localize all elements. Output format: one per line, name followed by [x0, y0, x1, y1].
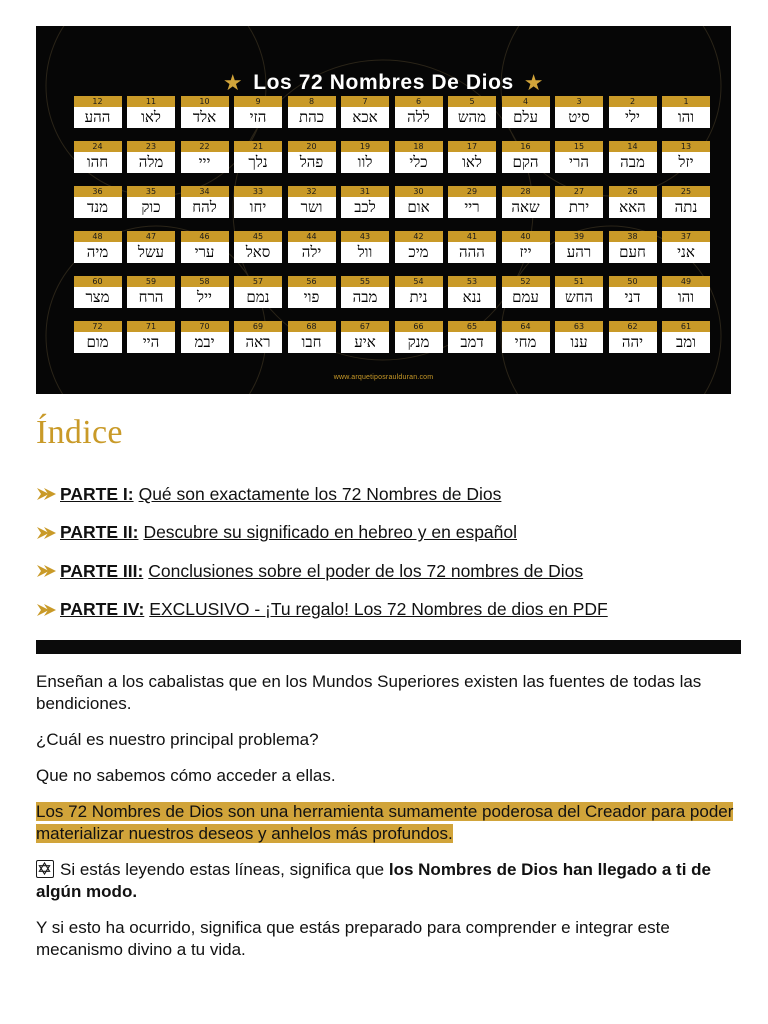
paragraph: ¿Cuál es nuestro principal problema?	[36, 730, 319, 749]
name-number: 25	[662, 186, 710, 197]
name-number: 46	[181, 231, 229, 242]
hebrew-name: החש	[564, 288, 594, 306]
paragraph: Y si esto ha ocurrido, significa que estás preparado para comprender e integrar este mecanismo divino a tu vida.	[36, 918, 670, 959]
hebrew-name: עשל	[137, 243, 165, 261]
name-number: 34	[181, 186, 229, 197]
name-number: 1	[662, 96, 710, 107]
name-number: 67	[341, 321, 389, 332]
name-number: 23	[127, 141, 175, 152]
banner-title-text: Los 72 Nombres De Dios	[253, 71, 514, 94]
name-card	[288, 321, 336, 353]
hebrew-name: ננא	[462, 288, 482, 306]
name-number: 66	[395, 321, 443, 332]
name-number: 26	[609, 186, 657, 197]
name-number: 39	[555, 231, 603, 242]
name-number: 40	[502, 231, 550, 242]
hebrew-name: נמם	[246, 288, 270, 306]
arrow-icon	[36, 602, 58, 618]
name-number: 4	[502, 96, 550, 107]
hebrew-name: רהע	[566, 243, 592, 261]
hebrew-name: שאה	[511, 198, 540, 216]
name-card	[74, 96, 122, 128]
hebrew-name: מבה	[352, 288, 378, 306]
name-card	[341, 141, 389, 173]
hebrew-name: ירת	[568, 198, 590, 216]
name-number: 51	[555, 276, 603, 287]
name-card	[341, 321, 389, 353]
hebrew-name: ייי	[198, 153, 211, 171]
hebrew-name: לאו	[141, 108, 161, 126]
name-card	[609, 231, 657, 263]
name-card	[662, 96, 710, 128]
name-card	[555, 231, 603, 263]
hebrew-name: ילי	[625, 108, 640, 126]
name-number: 50	[609, 276, 657, 287]
hebrew-name: ההע	[84, 108, 111, 126]
hebrew-name: והו	[677, 108, 695, 126]
name-number: 54	[395, 276, 443, 287]
paragraph-bold-text: los Nombres de Dios han llegado a ti de algún modo.	[36, 860, 711, 901]
name-number: 17	[448, 141, 496, 152]
hebrew-name: היי	[142, 333, 160, 351]
hebrew-name: מנד	[87, 198, 108, 216]
name-card	[502, 96, 550, 128]
name-card	[181, 276, 229, 308]
name-number: 70	[181, 321, 229, 332]
name-card	[181, 186, 229, 218]
name-number: 19	[341, 141, 389, 152]
hebrew-name: ענו	[570, 333, 588, 351]
name-number: 11	[127, 96, 175, 107]
name-card	[234, 141, 282, 173]
name-card	[662, 186, 710, 218]
hebrew-name: ייז	[519, 243, 532, 261]
hebrew-name: עלם	[513, 108, 538, 126]
name-number: 22	[181, 141, 229, 152]
toc-link-text[interactable]: Qué son exactamente los 72 Nombres de Dios	[138, 483, 502, 504]
name-card	[74, 321, 122, 353]
name-number: 38	[609, 231, 657, 242]
toc-part-label: PARTE II:	[60, 522, 139, 543]
highlighted-paragraph	[36, 801, 742, 845]
name-number: 42	[395, 231, 443, 242]
name-card	[448, 141, 496, 173]
hebrew-name: יזל	[678, 153, 694, 171]
name-number: 32	[288, 186, 336, 197]
name-card	[555, 141, 603, 173]
hebrew-name: האא	[619, 198, 646, 216]
paragraph	[36, 859, 742, 903]
hebrew-name: וול	[357, 243, 373, 261]
name-card	[395, 141, 443, 173]
hebrew-name: ילה	[301, 243, 322, 261]
name-card	[234, 321, 282, 353]
name-card	[127, 276, 175, 308]
hebrew-name: נית	[409, 288, 428, 306]
name-card	[609, 321, 657, 353]
name-card	[502, 321, 550, 353]
hebrew-name: לכב	[354, 198, 376, 216]
name-card	[181, 96, 229, 128]
name-card	[395, 96, 443, 128]
name-number: 15	[555, 141, 603, 152]
toc-part-label: PARTE III:	[60, 560, 144, 581]
hebrew-name: חעם	[619, 243, 646, 261]
hebrew-name: מיכ	[408, 243, 429, 261]
hebrew-name: נלך	[248, 153, 268, 171]
name-card	[288, 276, 336, 308]
name-card	[448, 96, 496, 128]
toc-link-text[interactable]: Descubre su significado en hebreo y en español	[143, 522, 518, 543]
name-number: 43	[341, 231, 389, 242]
hebrew-name: מום	[86, 333, 109, 351]
hebrew-name: מנק	[407, 333, 430, 351]
name-number: 29	[448, 186, 496, 197]
name-number: 27	[555, 186, 603, 197]
hebrew-name: ראה	[245, 333, 271, 351]
hebrew-name: ייל	[197, 288, 212, 306]
name-number: 65	[448, 321, 496, 332]
hebrew-name: יחו	[249, 198, 267, 216]
banner-url: www.arquetiposraulduran.com	[333, 374, 434, 381]
hebrew-name: לוו	[357, 153, 373, 171]
hebrew-name: סאל	[245, 243, 271, 261]
hebrew-name: דני	[624, 288, 641, 306]
name-number: 7	[341, 96, 389, 107]
arrow-icon	[36, 525, 58, 541]
name-number: 30	[395, 186, 443, 197]
table-of-contents	[36, 475, 736, 629]
name-number: 45	[234, 231, 282, 242]
name-number: 21	[234, 141, 282, 152]
name-card	[74, 141, 122, 173]
name-card	[288, 186, 336, 218]
hebrew-name: מצר	[85, 288, 110, 306]
name-number: 9	[234, 96, 282, 107]
highlight-text: Los 72 Nombres de Dios son una herramienta sumamente poderosa del Creador para poder materializar nuestros deseos y anhelos más profundos.	[36, 802, 734, 843]
hebrew-name: מחי	[514, 333, 537, 351]
name-number: 71	[127, 321, 175, 332]
name-card	[662, 321, 710, 353]
name-card	[288, 96, 336, 128]
name-card	[181, 321, 229, 353]
toc-link-text[interactable]: EXCLUSIVO - ¡Tu regalo! Los 72 Nombres de dios en PDF	[149, 599, 608, 620]
hebrew-name: הזי	[249, 108, 267, 126]
name-number: 63	[555, 321, 603, 332]
name-number: 72	[74, 321, 122, 332]
hebrew-name: דמב	[460, 333, 484, 351]
hebrew-name: והו	[677, 288, 695, 306]
article-body	[36, 671, 742, 975]
name-card	[662, 141, 710, 173]
hebrew-name: להח	[192, 198, 217, 216]
arrow-icon	[36, 563, 58, 579]
name-card	[448, 231, 496, 263]
hebrew-name: אלד	[192, 108, 217, 126]
hebrew-name: הרח	[138, 288, 164, 306]
hebrew-name: מבה	[620, 153, 645, 171]
hebrew-name: כוק	[141, 198, 161, 216]
names-banner	[36, 26, 731, 394]
name-number: 13	[662, 141, 710, 152]
name-number: 36	[74, 186, 122, 197]
section-divider	[36, 640, 741, 654]
toc-link-text[interactable]: Conclusiones sobre el poder de los 72 nombres de Dios	[148, 560, 584, 581]
hebrew-name: אני	[677, 243, 695, 261]
name-card	[74, 231, 122, 263]
hebrew-name: ושר	[300, 198, 323, 216]
name-card	[502, 186, 550, 218]
hebrew-name: הקם	[512, 153, 539, 171]
hebrew-name: ומב	[676, 333, 696, 351]
hebrew-name: לאו	[462, 153, 482, 171]
name-number: 24	[74, 141, 122, 152]
name-number: 8	[288, 96, 336, 107]
name-card	[181, 141, 229, 173]
star-icon: ★	[222, 70, 244, 95]
name-card	[341, 186, 389, 218]
paragraph: Enseñan a los cabalistas que en los Mundos Superiores existen las fuentes de todas las bendiciones.	[36, 672, 702, 713]
name-number: 64	[502, 321, 550, 332]
hebrew-name: הרי	[569, 153, 589, 171]
toc-part-label: PARTE I:	[60, 483, 134, 504]
hebrew-name: ללה	[407, 108, 430, 126]
name-number: 20	[288, 141, 336, 152]
name-number: 16	[502, 141, 550, 152]
hebrew-name: פהל	[299, 153, 324, 171]
name-number: 2	[609, 96, 657, 107]
name-number: 37	[662, 231, 710, 242]
name-number: 57	[234, 276, 282, 287]
name-card	[234, 276, 282, 308]
hebrew-name: מיה	[86, 243, 109, 261]
name-card	[288, 141, 336, 173]
name-card	[609, 276, 657, 308]
name-number: 44	[288, 231, 336, 242]
name-card	[555, 186, 603, 218]
hebrew-name: איע	[354, 333, 376, 351]
hebrew-name: סיט	[568, 108, 590, 126]
hebrew-name: אום	[407, 198, 430, 216]
name-number: 3	[555, 96, 603, 107]
paragraph: Que no sabemos cómo acceder a ellas.	[36, 766, 336, 785]
name-number: 68	[288, 321, 336, 332]
name-card	[609, 186, 657, 218]
star-icon: ★	[523, 70, 545, 95]
toc-link-part-3[interactable]	[36, 552, 736, 591]
name-number: 56	[288, 276, 336, 287]
name-number: 49	[662, 276, 710, 287]
hebrew-name: יבמ	[194, 333, 215, 351]
index-title: Índice	[36, 414, 123, 451]
hebrew-name: חהו	[86, 153, 109, 171]
hebrew-name: ריי	[464, 198, 480, 216]
star-of-david-icon	[36, 860, 54, 878]
toc-link-part-2[interactable]	[36, 514, 736, 553]
hebrew-name: יהה	[621, 333, 644, 351]
name-number: 48	[74, 231, 122, 242]
name-card	[74, 186, 122, 218]
banner-title	[36, 66, 731, 100]
name-card	[502, 276, 550, 308]
name-card	[127, 141, 175, 173]
hebrew-name: נתה	[674, 198, 698, 216]
name-number: 6	[395, 96, 443, 107]
name-card	[448, 276, 496, 308]
name-card	[448, 186, 496, 218]
name-number: 61	[662, 321, 710, 332]
hebrew-name: כהת	[298, 108, 325, 126]
hebrew-name: מלה	[138, 153, 164, 171]
name-card	[395, 231, 443, 263]
name-card	[395, 186, 443, 218]
name-card	[341, 231, 389, 263]
toc-part-label: PARTE IV:	[60, 599, 145, 620]
name-card	[341, 96, 389, 128]
name-card	[502, 231, 550, 263]
name-card	[288, 231, 336, 263]
name-number: 33	[234, 186, 282, 197]
hebrew-name: ההה	[459, 243, 485, 261]
name-card	[609, 96, 657, 128]
toc-link-part-4[interactable]	[36, 591, 736, 630]
name-number: 69	[234, 321, 282, 332]
name-number: 53	[448, 276, 496, 287]
name-number: 10	[181, 96, 229, 107]
name-card	[181, 231, 229, 263]
paragraph-text: Si estás leyendo estas líneas, significa que	[60, 860, 389, 879]
name-card	[127, 96, 175, 128]
hebrew-name: פוי	[303, 288, 320, 306]
name-card	[448, 321, 496, 353]
name-number: 52	[502, 276, 550, 287]
name-number: 18	[395, 141, 443, 152]
name-card	[127, 186, 175, 218]
arrow-icon	[36, 486, 58, 502]
name-number: 58	[181, 276, 229, 287]
name-card	[127, 321, 175, 353]
name-card	[555, 321, 603, 353]
hebrew-name: עמם	[512, 288, 539, 306]
name-number: 5	[448, 96, 496, 107]
hebrew-name: כלי	[409, 153, 428, 171]
name-number: 35	[127, 186, 175, 197]
name-number: 55	[341, 276, 389, 287]
name-card	[609, 141, 657, 173]
name-card	[127, 231, 175, 263]
name-number: 60	[74, 276, 122, 287]
name-card	[555, 276, 603, 308]
name-number: 14	[609, 141, 657, 152]
name-card	[555, 96, 603, 128]
name-card	[662, 276, 710, 308]
name-card	[74, 276, 122, 308]
name-card	[502, 141, 550, 173]
name-card	[662, 231, 710, 263]
name-card	[234, 186, 282, 218]
name-card	[395, 276, 443, 308]
name-number: 47	[127, 231, 175, 242]
toc-link-part-1[interactable]	[36, 475, 736, 514]
names-grid	[66, 96, 710, 353]
hebrew-name: חבו	[301, 333, 322, 351]
hebrew-name: אכא	[352, 108, 378, 126]
name-card	[234, 231, 282, 263]
hebrew-name: מהש	[457, 108, 487, 126]
name-number: 12	[74, 96, 122, 107]
name-card	[395, 321, 443, 353]
name-number: 62	[609, 321, 657, 332]
name-card	[341, 276, 389, 308]
hebrew-name: ערי	[194, 243, 215, 261]
name-number: 41	[448, 231, 496, 242]
name-number: 59	[127, 276, 175, 287]
name-number: 28	[502, 186, 550, 197]
name-card	[234, 96, 282, 128]
name-number: 31	[341, 186, 389, 197]
